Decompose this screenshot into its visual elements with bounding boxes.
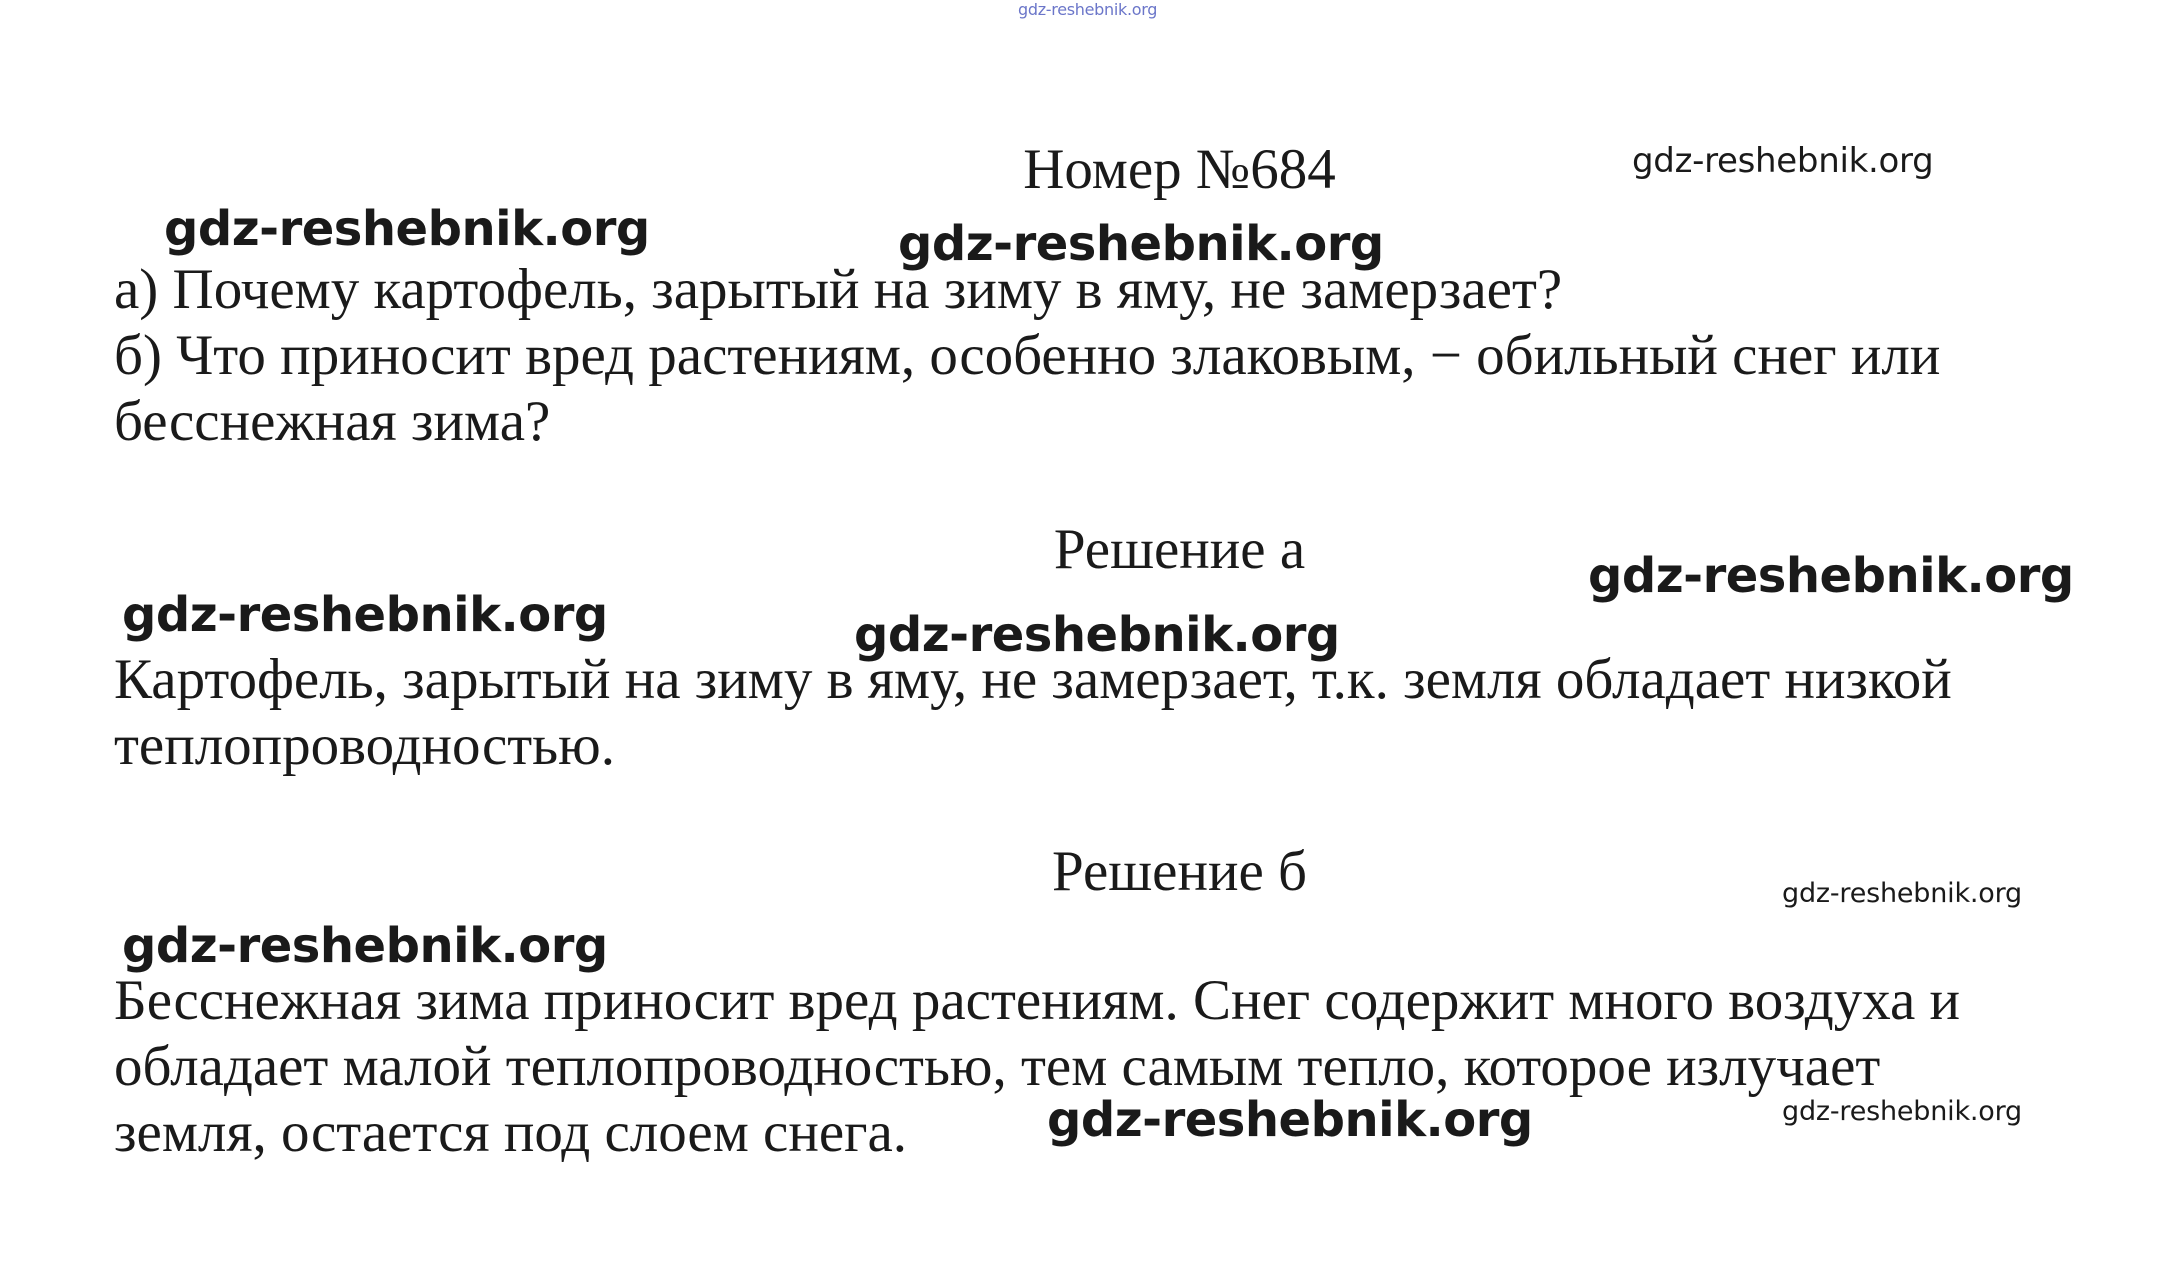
question-line-a: а) Почему картофель, зарытый на зиму в яму, не замерзает?: [114, 258, 1563, 321]
watermark: gdz-reshebnik.org: [1632, 141, 1934, 181]
page-title: Номер №684: [1023, 138, 1336, 201]
watermark: gdz-reshebnik.org: [1588, 548, 2074, 604]
solution-b-line-1: Бесснежная зима приносит вред растениям. Снег содержит много воздуха и: [114, 969, 1961, 1032]
solution-b-line-2: обладает малой теплопроводностью, тем самым тепло, которое излучает: [114, 1035, 1881, 1098]
watermark: gdz-reshebnik.org: [1782, 878, 2022, 909]
watermark: gdz-reshebnik.org: [1047, 1092, 1533, 1148]
watermark: gdz-reshebnik.org: [164, 201, 650, 257]
solution-a-line-1: Картофель, зарытый на зиму в яму, не замерзает, т.к. земля обладает низкой: [114, 648, 1952, 711]
watermark: gdz-reshebnik.org: [1782, 1096, 2022, 1127]
top-watermark: gdz-reshebnik.org: [1018, 0, 1158, 19]
watermark: gdz-reshebnik.org: [122, 918, 608, 974]
question-line-b-cont: бесснежная зима?: [114, 390, 551, 453]
watermark: gdz-reshebnik.org: [122, 587, 608, 643]
watermark: gdz-reshebnik.org: [898, 216, 1384, 272]
question-line-b: б) Что приносит вред растениям, особенно злаковым, − обильный снег или: [114, 324, 1941, 387]
solution-a-heading: Решение а: [1053, 518, 1306, 581]
solution-b-heading: Решение б: [1052, 840, 1307, 903]
solution-b-line-3: земля, остается под слоем снега.: [114, 1101, 908, 1164]
solution-a-line-2: теплопроводностью.: [114, 714, 616, 777]
watermark: gdz-reshebnik.org: [854, 607, 1340, 663]
